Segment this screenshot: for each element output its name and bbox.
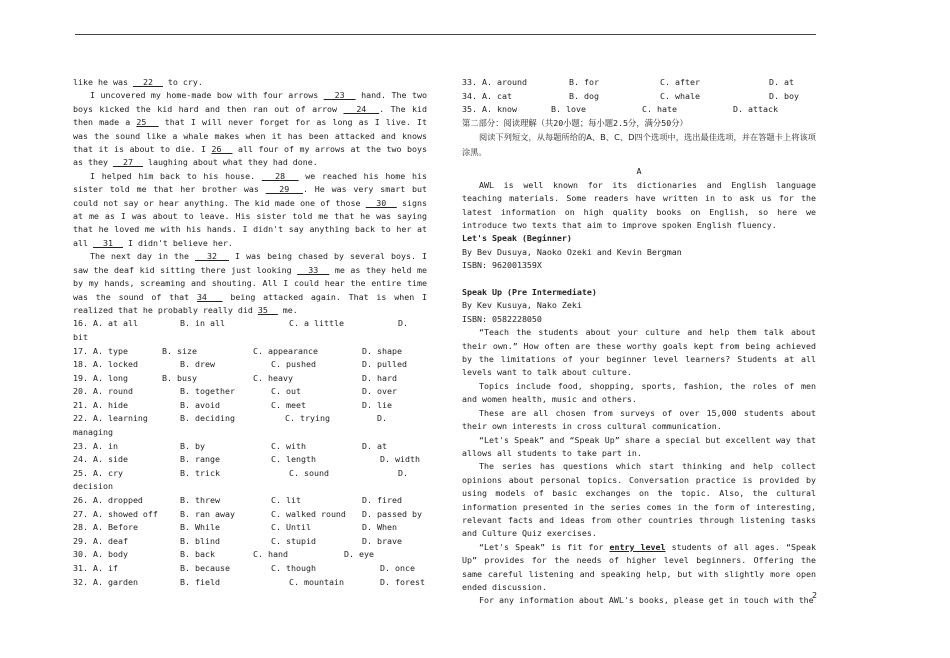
option[interactable]: 24. A. side	[73, 454, 128, 465]
left-column	[73, 76, 427, 589]
blank-34[interactable]: 34	[196, 291, 223, 302]
blank-27[interactable]: 27	[112, 157, 143, 168]
paragraph-1: like he was 22 to cry.	[73, 77, 203, 87]
option[interactable]: D. When	[362, 522, 397, 533]
option[interactable]: 18. A. locked	[73, 359, 138, 370]
option[interactable]: B. deciding	[180, 413, 235, 424]
option[interactable]: D. passed by	[362, 508, 422, 519]
option[interactable]: B. drew	[180, 359, 215, 370]
page-number: 2	[812, 590, 817, 600]
blank-28[interactable]: 28	[261, 170, 299, 181]
section-title: 第二部分：阅读理解（共20小题；每小题2.5分，满分50分）	[462, 117, 688, 128]
options-row-16	[73, 317, 427, 344]
option[interactable]: 29. A. deaf	[73, 535, 128, 546]
blank-30[interactable]: 30	[365, 197, 397, 208]
option[interactable]: 22. A. learning	[73, 413, 148, 424]
option[interactable]: 34. A. cat	[462, 90, 512, 101]
option[interactable]: D. at	[362, 440, 387, 451]
spacer	[462, 273, 816, 286]
option[interactable]: B. threw	[180, 495, 220, 506]
option[interactable]: C. length	[271, 454, 316, 465]
option[interactable]: C. pushed	[271, 359, 316, 370]
option[interactable]: 27. A. showed off	[73, 508, 158, 519]
blank-29[interactable]: 29	[265, 184, 303, 195]
options-row-22	[73, 412, 427, 439]
options-row-30	[73, 548, 427, 562]
option[interactable]: D. shape	[362, 345, 402, 356]
options-row-33	[462, 76, 816, 90]
option[interactable]: D. brave	[362, 535, 402, 546]
blank-33[interactable]: 33	[297, 264, 330, 275]
option[interactable]: C. walked round	[271, 508, 346, 519]
options-row-25	[73, 467, 427, 494]
book2-authors: By Kev Kusuya, Nako Zeki	[462, 300, 582, 311]
option[interactable]: C. heavy	[253, 372, 293, 383]
option[interactable]: 17. A. type	[73, 345, 128, 356]
option[interactable]: D. fired	[362, 495, 402, 506]
option[interactable]: C. lit	[271, 495, 301, 506]
options-row-34	[462, 90, 816, 104]
blank-35[interactable]: 35	[257, 304, 278, 315]
option[interactable]: C. stupid	[271, 535, 316, 546]
option[interactable]: 19. A. long	[73, 372, 128, 383]
option[interactable]: B. dog	[569, 90, 599, 101]
option[interactable]: D. eye	[344, 549, 374, 560]
option[interactable]: B. love	[551, 104, 586, 115]
option[interactable]: B. back	[180, 549, 215, 560]
blank-31[interactable]: 31	[92, 237, 123, 248]
option[interactable]: D. over	[362, 386, 397, 397]
option[interactable]: D.	[398, 318, 408, 329]
options-row-20	[73, 385, 427, 399]
paragraph-3: I helped him back to his house. 28 we reached his home his sister told me that her brother was 29 . He was very smart but could not say or hear anything. The kid made one of those 30 signs at me as I was about to leave. His sister told me that he was saying that he loved me with his hands. I didn't say anything back to her at all 31 I didn't believe her.	[73, 170, 427, 248]
option[interactable]: B. avoid	[180, 399, 220, 410]
option[interactable]: D. hard	[362, 372, 397, 383]
options-row-26	[73, 494, 427, 508]
option[interactable]: C. hate	[642, 104, 677, 115]
option[interactable]: C. though	[271, 563, 316, 573]
options-row-35	[462, 103, 816, 117]
option[interactable]: C. out	[271, 386, 301, 397]
option[interactable]: B. together	[180, 386, 235, 397]
option[interactable]: D. attack	[733, 104, 778, 115]
option[interactable]: 30. A. body	[73, 549, 128, 560]
option[interactable]: 23. A. in	[73, 440, 118, 451]
option[interactable]: C. Until	[271, 522, 311, 533]
paragraph-share: “Let's Speak” and “Speak Up” share a special but excellent way that allows all students to take part in.	[462, 434, 816, 458]
option[interactable]: 32. A. garden	[73, 576, 138, 587]
option[interactable]: C. mountain	[289, 576, 344, 587]
option[interactable]: D.	[377, 413, 387, 424]
option[interactable]: C. with	[271, 440, 306, 451]
options-row-28	[73, 521, 427, 535]
option[interactable]: 25. A. cry	[73, 467, 123, 478]
option[interactable]: D.	[398, 467, 408, 478]
option[interactable]: D. width	[380, 454, 420, 465]
paragraph-surveys: These are all chosen from surveys of over 15,000 students about their own interests in cross cultural communication.	[462, 407, 816, 432]
book1-title: Let's Speak (Beginner)	[462, 233, 572, 244]
passage-letter: A	[636, 166, 642, 177]
option[interactable]: C. after	[660, 77, 700, 87]
option[interactable]: 16. A. at all	[73, 318, 138, 329]
option[interactable]: B. blind	[180, 535, 220, 546]
option[interactable]: B. range	[180, 454, 220, 465]
option-wrap: bit	[73, 331, 88, 342]
paragraph-4: The next day in the 32 I was being chased by several boys. I saw the deaf kid sitting there just looking 33 me as they held me by my hands, screaming and shouting. All I could hear the entire time was the sound of that 34 being attacked again. That is when I realized that he probably really did 35 me.	[73, 251, 427, 315]
options-row-32	[73, 576, 427, 590]
blank-26[interactable]: 26	[211, 144, 233, 155]
options-row-24	[73, 453, 427, 467]
blank-23[interactable]: 23	[323, 90, 356, 101]
book2-isbn: ISBN: 0582228050	[462, 313, 542, 324]
option[interactable]: D. forest	[380, 576, 425, 587]
option[interactable]: B. by	[180, 440, 205, 451]
option[interactable]: C. whale	[660, 90, 700, 101]
option[interactable]: 28. A. Before	[73, 522, 138, 533]
options-row-29	[73, 535, 427, 549]
option[interactable]: 35. A. know	[462, 104, 517, 115]
options-row-17	[73, 345, 427, 359]
option[interactable]: B. busy	[162, 372, 197, 383]
option[interactable]: B. in all	[180, 318, 225, 329]
blank-22[interactable]: 22	[132, 77, 163, 87]
right-column	[462, 76, 816, 608]
option[interactable]: B. While	[180, 522, 220, 533]
book2-title: Speak Up (Pre Intermediate)	[462, 287, 597, 298]
paragraph-contact: For any information about AWL's books, please get in touch with the	[479, 595, 814, 606]
paragraph-2: I uncovered my home-made bow with four arrows 23 hand. The two boys kicked the kid hard and then ran out of arrow 24 . The kid then made a 25 that I will never forget for as long as I live. It was the sound like a whale makes when it has been attacked and knows that it is about to die. I 26 all four of my arrows at the two boys as they 27 laughing about what they had done.	[73, 90, 427, 168]
option[interactable]: B. ran away	[180, 508, 235, 519]
option[interactable]: 31. A. if	[73, 563, 118, 573]
option-wrap: decision	[73, 481, 113, 492]
book1-isbn: ISBN: 962001359X	[462, 260, 542, 271]
paragraph-series: The series has questions which start thinking and help collect opinions about personal topics. Conversation practice is provided by using models of basic exchanges on the topic. Also, the cultural information presented in the series comes in the form of interesting, relevant facts and ideas from other countries through listening tasks and Culture Quiz exercises.	[462, 461, 816, 539]
option[interactable]: D. once	[380, 563, 415, 573]
instruction: 阅读下列短文，从每题所给的A、B、C、D四个选项中，选出最佳选项，并在答题卡上将该项涂黑。	[462, 132, 816, 157]
blank-24[interactable]: 24	[343, 103, 380, 114]
option[interactable]: B. field	[180, 576, 220, 587]
book1-authors: By Bev Dusuya, Naoko Ozeki and Kevin Bergman	[462, 246, 682, 257]
options-row-18	[73, 358, 427, 372]
option[interactable]: B. size	[162, 345, 197, 356]
options-row-19	[73, 372, 427, 386]
header-rule	[75, 34, 816, 35]
options-row-23	[73, 440, 427, 454]
option-wrap: managing	[73, 427, 113, 438]
paragraph-quote: “Teach the students about your culture and help them talk about their own.” How often are these worthy goals kept from being achieved by the limitations of your beginner level learners? Students at all levels want to talk about culture.	[462, 327, 816, 378]
option[interactable]: C. a little	[289, 318, 344, 329]
blank-32[interactable]: 32	[195, 251, 230, 262]
options-row-27	[73, 508, 427, 522]
paragraph-levels: “Let's Speak” is fit for entry level students of all ages. “Speak Up” provides for the needs of higher level beginners. Offering the same careful listening and speaking help, but with slightly more open ended discussion.	[462, 541, 816, 592]
option[interactable]: D. lie	[362, 399, 392, 410]
option[interactable]: D. boy	[769, 90, 799, 101]
option[interactable]: 20. A. round	[73, 386, 133, 397]
option[interactable]: C. hand	[253, 549, 288, 560]
option[interactable]: B. for	[569, 77, 599, 87]
options-row-21	[73, 399, 427, 413]
blank-25[interactable]: 25	[136, 117, 159, 128]
option[interactable]: D. at	[769, 77, 794, 87]
options-row-31	[73, 562, 427, 576]
option[interactable]: 21. A. hide	[73, 399, 128, 410]
option[interactable]: C. sound	[289, 467, 329, 478]
options-list-left	[73, 317, 427, 589]
option[interactable]: 26. A. dropped	[73, 495, 143, 506]
option[interactable]: C. trying	[285, 413, 330, 424]
option[interactable]: B. trick	[180, 467, 220, 478]
passage-intro: AWL is well known for its dictionaries and English language teaching materials. Some readers have written in to ask us for the latest information on high quality books on English, so here we introduce two texts that aim to improve spoken English fluency.	[462, 179, 816, 230]
option[interactable]: C. appearance	[253, 345, 318, 356]
option[interactable]: D. pulled	[362, 359, 407, 370]
entry-level-underlined: entry level	[609, 541, 666, 552]
option[interactable]: C. meet	[271, 399, 306, 410]
option[interactable]: B. because	[180, 563, 230, 573]
option[interactable]: 33. A. around	[462, 77, 527, 87]
paragraph-topics: Topics include food, shopping, sports, fashion, the roles of men and women health, music and others.	[462, 380, 816, 405]
